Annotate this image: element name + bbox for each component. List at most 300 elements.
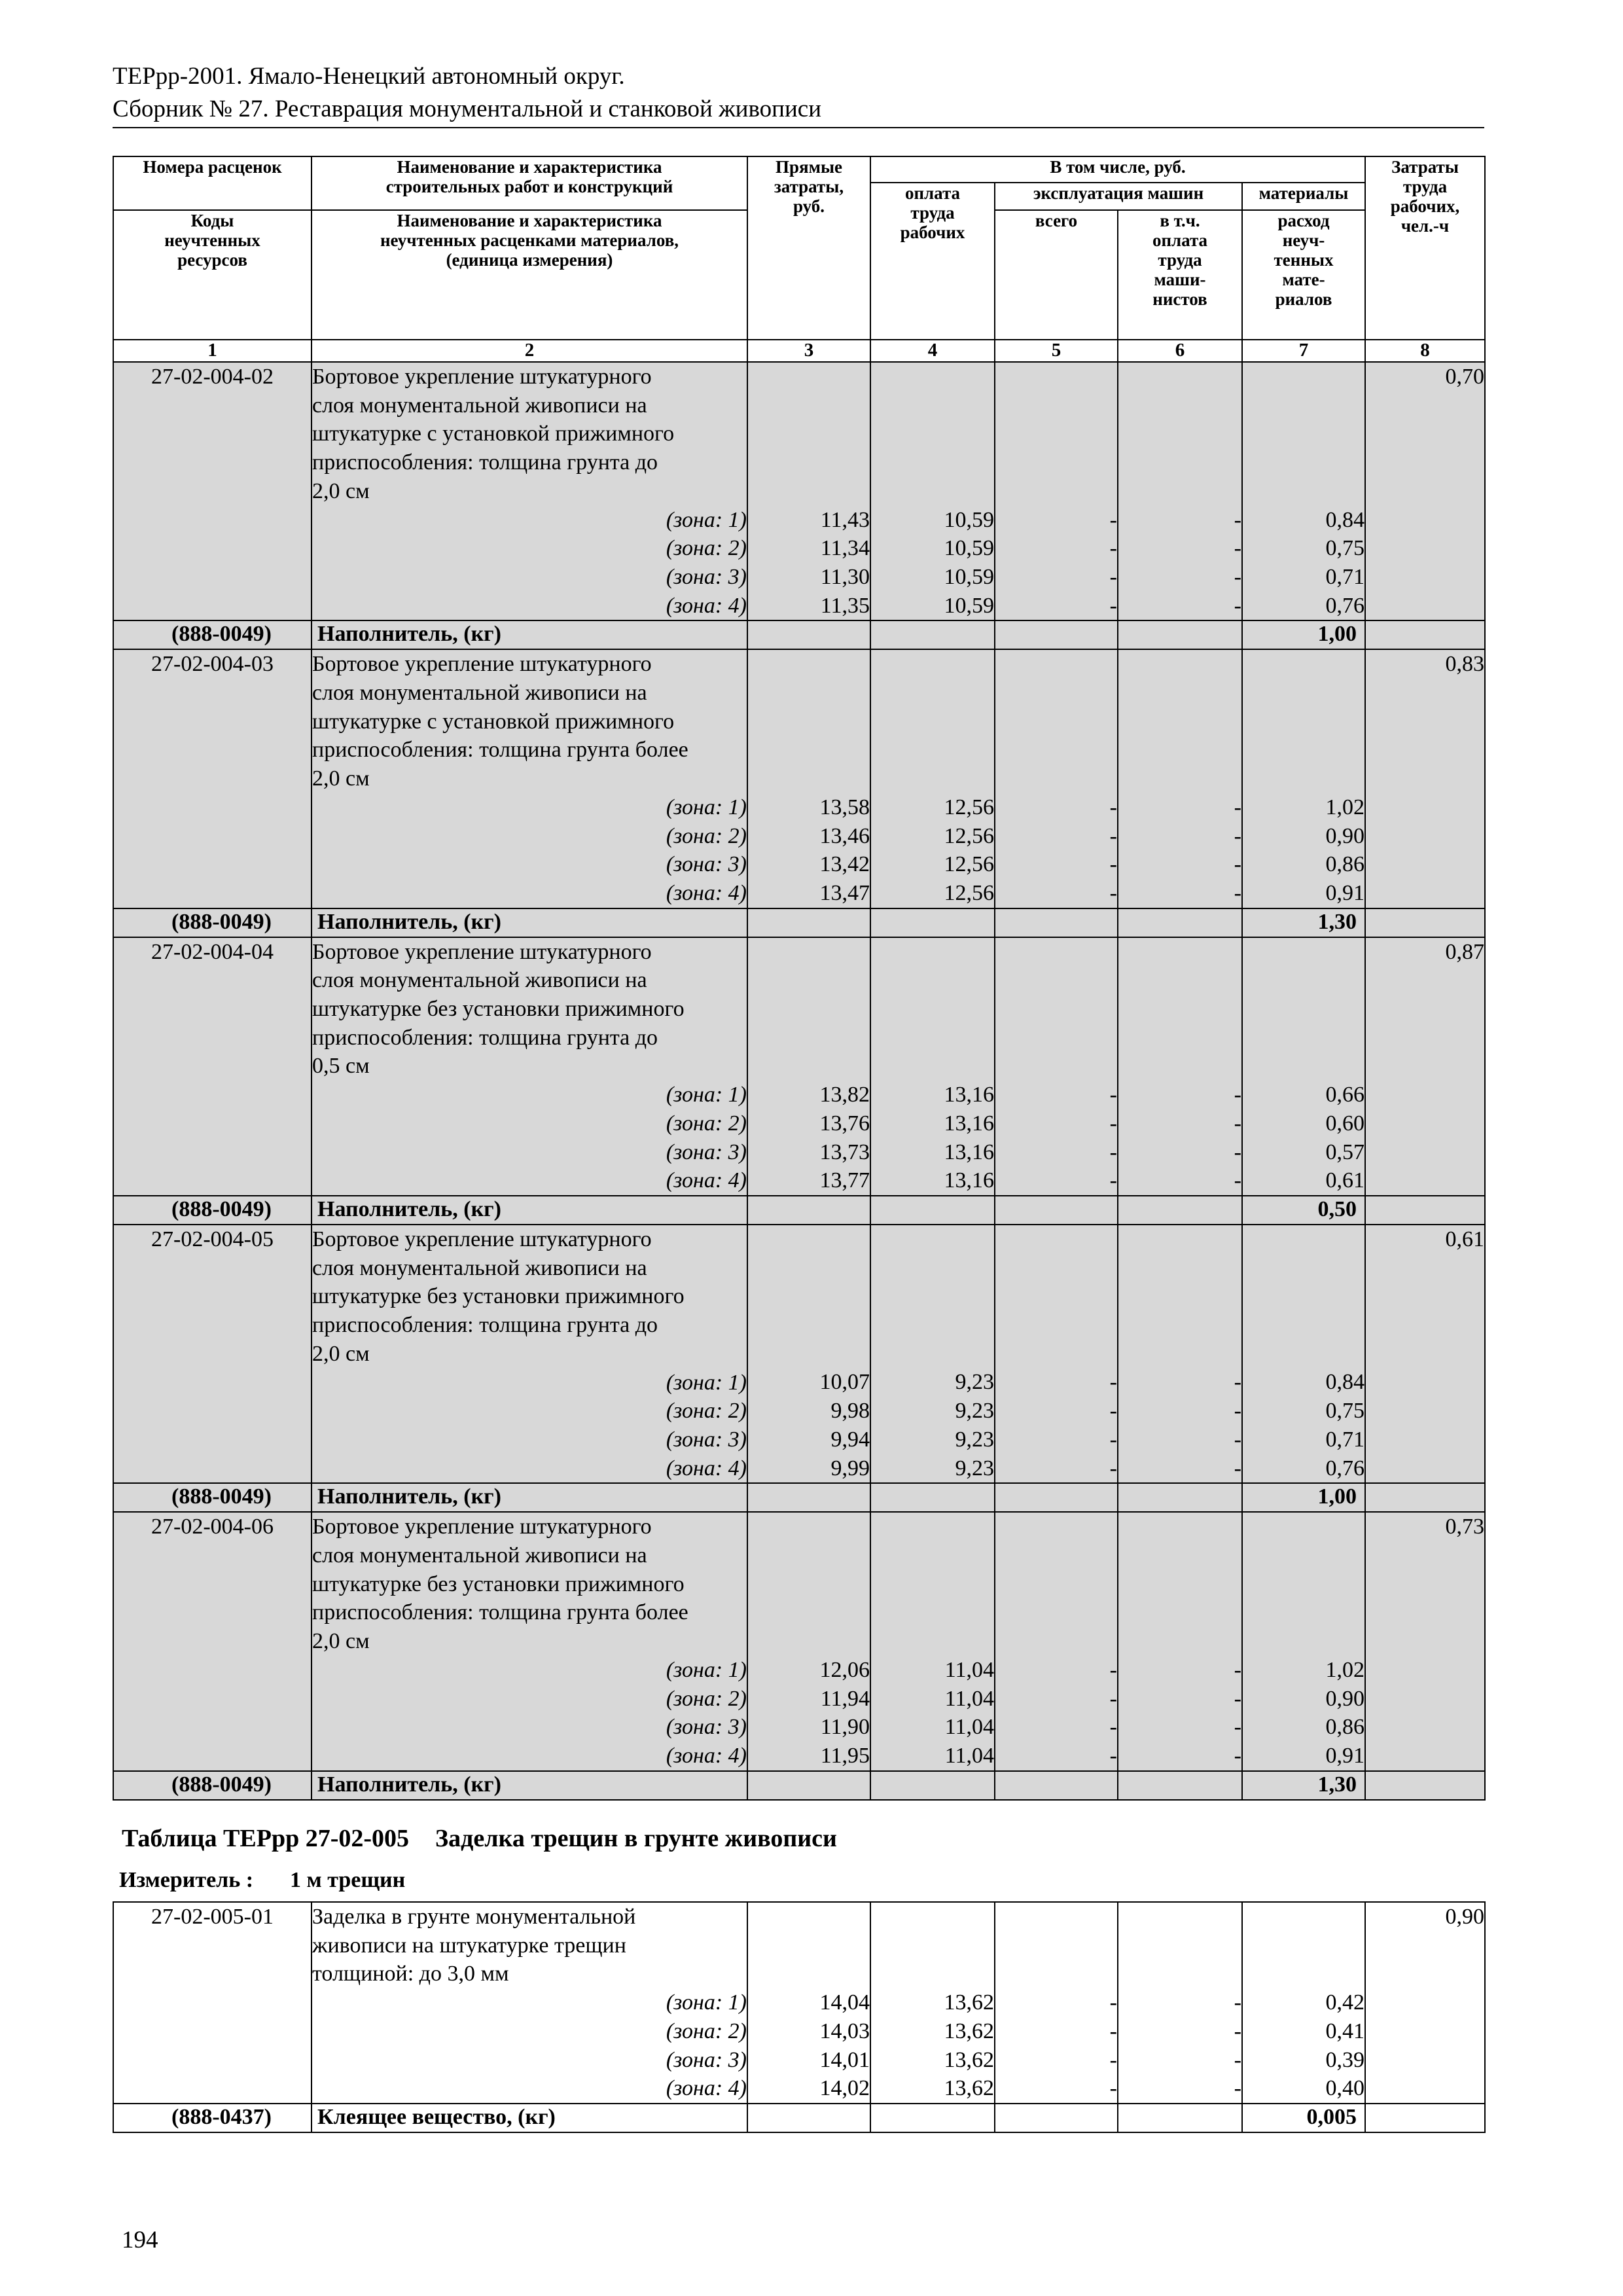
col-machinist-pay-header <box>1118 210 1242 340</box>
worker-pay-value: 10,59 <box>944 593 994 618</box>
materials-value: 0,84 <box>1325 1370 1364 1395</box>
zone-label: (зона: 3) <box>666 564 747 589</box>
description-line: Бортовое укрепление штукатурного <box>312 652 652 677</box>
direct-cost-value: 13,58 <box>819 795 870 819</box>
direct-cost-value: 11,95 <box>820 1743 870 1768</box>
worker-pay-value: 13,16 <box>944 1111 994 1136</box>
materials-value: 0,71 <box>1325 1427 1364 1452</box>
worker-pay-value: 12,56 <box>944 880 994 905</box>
header-line: Коды <box>190 211 234 230</box>
col-number: 2 <box>312 340 747 362</box>
zone-label: (зона: 1) <box>666 795 747 819</box>
machinist-pay-cell <box>1118 1225 1242 1483</box>
rate-description <box>312 649 747 908</box>
header-title: ТЕРрр-2001. Ямало-Ненецкий автономный округ. <box>113 63 625 90</box>
materials-value: 0,90 <box>1325 823 1364 848</box>
rates-table-2 <box>113 1901 1486 2133</box>
header-line: неучтенных <box>164 230 260 250</box>
rate-row <box>113 1902 1485 2104</box>
machinist-pay-value: - <box>1234 593 1241 618</box>
materials-value: 1,02 <box>1325 1657 1364 1682</box>
worker-pay-cell <box>870 1225 995 1483</box>
machinist-pay-value: - <box>1234 1399 1241 1424</box>
direct-cost-value: 9,94 <box>830 1427 870 1452</box>
table2-measure <box>119 1865 405 1895</box>
zone-label: (зона: 4) <box>666 593 747 618</box>
header-line: нистов <box>1152 289 1207 309</box>
machines-value: - <box>1109 1715 1117 1740</box>
machinist-pay-cell <box>1118 1512 1242 1770</box>
empty-cell <box>747 1771 870 1800</box>
materials-value: 0,91 <box>1325 880 1364 905</box>
machinist-pay-value: - <box>1234 1370 1241 1395</box>
direct-cost-value: 11,43 <box>820 507 870 532</box>
direct-cost-value: 13,47 <box>819 880 870 905</box>
materials-value: 0,60 <box>1325 1111 1364 1136</box>
worker-pay-cell <box>870 362 995 620</box>
header-line: Наименование и характеристика <box>397 211 662 230</box>
col-group-header: В том числе, руб. <box>870 156 1365 183</box>
header-line: Наименование и характеристика <box>397 157 662 177</box>
machines-cell <box>995 1512 1118 1770</box>
zone-label: (зона: 2) <box>666 1686 747 1711</box>
table2-name: Заделка трещин в грунте живописи <box>435 1825 837 1852</box>
material-row <box>113 620 1485 649</box>
material-qty: 1,00 <box>1242 620 1365 649</box>
worker-pay-cell <box>870 1902 995 2104</box>
worker-pay-cell <box>870 1512 995 1770</box>
empty-cell <box>870 1196 995 1225</box>
rate-description <box>312 937 747 1196</box>
rate-code: 27-02-004-03 <box>113 649 312 908</box>
col-machines-header: эксплуатация машин <box>995 183 1242 210</box>
machines-value: - <box>1109 823 1117 848</box>
worker-pay-value: 10,59 <box>944 507 994 532</box>
empty-cell <box>747 620 870 649</box>
zone-label: (зона: 1) <box>666 1990 747 2015</box>
machines-value: - <box>1109 1990 1117 2015</box>
empty-cell <box>870 1483 995 1512</box>
description-line: слоя монументальной живописи на <box>312 1543 647 1568</box>
rate-description <box>312 1512 747 1770</box>
direct-cost-value: 11,94 <box>820 1686 870 1711</box>
direct-cost-value: 14,04 <box>819 1990 870 2015</box>
header-line: неучтенных расценками материалов, <box>380 230 679 250</box>
direct-cost-value: 11,35 <box>820 593 870 618</box>
materials-value: 0,66 <box>1325 1083 1364 1107</box>
direct-cost-value: 12,06 <box>819 1657 870 1682</box>
machinist-pay-value: - <box>1234 1111 1241 1136</box>
material-code: (888-0049) <box>113 620 312 649</box>
description-line: слоя монументальной живописи на <box>312 393 647 418</box>
worker-pay-value: 9,23 <box>955 1399 994 1424</box>
machines-value: - <box>1109 2018 1117 2043</box>
empty-cell <box>995 908 1118 937</box>
empty-cell <box>1118 2104 1242 2132</box>
col-number: 4 <box>870 340 995 362</box>
empty-cell <box>747 1483 870 1512</box>
measure-label: Измеритель : <box>119 1868 254 1892</box>
labor-cell: 0,70 <box>1365 362 1485 620</box>
material-qty: 1,00 <box>1242 1483 1365 1512</box>
machines-value: - <box>1109 564 1117 589</box>
machines-cell <box>995 1225 1118 1483</box>
material-name: Наполнитель, (кг) <box>312 620 747 649</box>
rates-table-body <box>113 362 1485 1800</box>
direct-costs-cell <box>747 937 870 1196</box>
col-resource-codes-header <box>113 210 312 340</box>
worker-pay-value: 9,23 <box>955 1427 994 1452</box>
machines-value: - <box>1109 1686 1117 1711</box>
machinist-pay-value: - <box>1234 507 1241 532</box>
header-rule <box>113 127 1484 128</box>
machines-value: - <box>1109 1370 1117 1395</box>
direct-cost-value: 11,90 <box>820 1715 870 1740</box>
zone-label: (зона: 2) <box>666 1399 747 1424</box>
header-line: труда <box>910 203 955 223</box>
description-line: приспособления: толщина грунта до <box>312 1025 658 1050</box>
zone-label: (зона: 1) <box>666 1657 747 1682</box>
worker-pay-cell <box>870 937 995 1196</box>
zone-label: (зона: 2) <box>666 1111 747 1136</box>
description-line: живописи на штукатурке трещин <box>312 1933 626 1958</box>
direct-cost-value: 13,42 <box>819 852 870 877</box>
materials-value: 0,90 <box>1325 1686 1364 1711</box>
description-line: приспособления: толщина грунта до <box>312 1313 658 1338</box>
description-line: слоя монументальной живописи на <box>312 968 647 993</box>
table2-title <box>122 1822 837 1855</box>
material-code: (888-0049) <box>113 1196 312 1225</box>
header-line: (единица измерения) <box>446 250 613 270</box>
zone-label: (зона: 3) <box>666 1715 747 1740</box>
empty-cell <box>870 2104 995 2132</box>
description-line: приспособления: толщина грунта более <box>312 738 688 762</box>
description-line: слоя монументальной живописи на <box>312 1255 647 1280</box>
zone-label: (зона: 3) <box>666 1139 747 1164</box>
description-line: 2,0 см <box>312 1341 370 1366</box>
machines-value: - <box>1109 1456 1117 1480</box>
col-worker-pay-header <box>870 183 995 340</box>
header-line: труда <box>1402 177 1448 196</box>
header-line: расход <box>1277 211 1330 230</box>
header-line: маши- <box>1154 270 1206 289</box>
worker-pay-value: 13,16 <box>944 1139 994 1164</box>
empty-cell <box>870 908 995 937</box>
machinist-pay-value: - <box>1234 880 1241 905</box>
header-line: мате- <box>1282 270 1325 289</box>
machinist-pay-value: - <box>1234 536 1241 561</box>
materials-value: 0,86 <box>1325 1715 1364 1740</box>
description-line: толщиной: до 3,0 мм <box>312 1962 509 1986</box>
material-qty: 0,005 <box>1242 2104 1365 2132</box>
rate-code: 27-02-004-06 <box>113 1512 312 1770</box>
machines-cell <box>995 1902 1118 2104</box>
zone-label: (зона: 2) <box>666 536 747 561</box>
description-line: 2,0 см <box>312 478 370 503</box>
rate-code: 27-02-004-05 <box>113 1225 312 1483</box>
materials-cell <box>1242 937 1365 1196</box>
empty-cell <box>995 1196 1118 1225</box>
materials-value: 0,57 <box>1325 1139 1364 1164</box>
material-row <box>113 1196 1485 1225</box>
worker-pay-cell <box>870 649 995 908</box>
machinist-pay-value: - <box>1234 564 1241 589</box>
machinist-pay-value: - <box>1234 1990 1241 2015</box>
empty-cell <box>995 2104 1118 2132</box>
empty-cell <box>1365 1771 1485 1800</box>
direct-cost-value: 9,99 <box>830 1456 870 1480</box>
direct-cost-value: 11,30 <box>820 564 870 589</box>
description-line: приспособления: толщина грунта до <box>312 450 658 475</box>
materials-value: 0,42 <box>1325 1990 1364 2015</box>
measure-value: 1 м трещин <box>290 1868 406 1892</box>
labor-cell: 0,87 <box>1365 937 1485 1196</box>
worker-pay-value: 13,62 <box>944 2018 994 2043</box>
empty-cell <box>747 908 870 937</box>
machines-value: - <box>1109 1399 1117 1424</box>
machinist-pay-value: - <box>1234 1139 1241 1164</box>
empty-cell <box>1365 1483 1485 1512</box>
material-row <box>113 1771 1485 1800</box>
page-number: 194 <box>122 2227 158 2253</box>
description-line: приспособления: толщина грунта более <box>312 1600 688 1625</box>
empty-cell <box>1118 1196 1242 1225</box>
machines-cell <box>995 649 1118 908</box>
direct-cost-value: 14,02 <box>819 2076 870 2101</box>
col-material-consumption-header <box>1242 210 1365 340</box>
machines-value: - <box>1109 536 1117 561</box>
header-line: труда <box>1158 250 1202 270</box>
machines-value: - <box>1109 880 1117 905</box>
header-line: оплата <box>1152 230 1208 250</box>
description-line: 2,0 см <box>312 766 370 791</box>
materials-cell <box>1242 649 1365 908</box>
material-code: (888-0049) <box>113 908 312 937</box>
machinist-pay-value: - <box>1234 823 1241 848</box>
col-work-name-header <box>312 156 747 210</box>
rates-table <box>113 156 1486 1801</box>
direct-cost-value: 14,01 <box>819 2047 870 2072</box>
material-row <box>113 908 1485 937</box>
machinist-pay-value: - <box>1234 2076 1241 2101</box>
machines-value: - <box>1109 795 1117 819</box>
direct-cost-value: 9,98 <box>830 1399 870 1424</box>
material-code: (888-0049) <box>113 1483 312 1512</box>
direct-cost-value: 14,03 <box>819 2018 870 2043</box>
machinist-pay-value: - <box>1234 1686 1241 1711</box>
description-line: 0,5 см <box>312 1054 370 1079</box>
machinist-pay-value: - <box>1234 1168 1241 1193</box>
material-row <box>113 2104 1485 2132</box>
zone-label: (зона: 3) <box>666 852 747 877</box>
col-direct-costs-header <box>747 156 870 340</box>
machines-value: - <box>1109 1427 1117 1452</box>
col-number: 1 <box>113 340 312 362</box>
machinist-pay-value: - <box>1234 2018 1241 2043</box>
materials-cell <box>1242 1225 1365 1483</box>
col-labor-header <box>1365 156 1485 340</box>
worker-pay-value: 11,04 <box>944 1715 994 1740</box>
labor-cell: 0,90 <box>1365 1902 1485 2104</box>
empty-cell <box>1118 908 1242 937</box>
materials-value: 0,86 <box>1325 852 1364 877</box>
materials-value: 0,76 <box>1325 1456 1364 1480</box>
rate-code: 27-02-005-01 <box>113 1902 312 2104</box>
worker-pay-value: 13,62 <box>944 2047 994 2072</box>
material-code: (888-0437) <box>113 2104 312 2132</box>
worker-pay-value: 10,59 <box>944 536 994 561</box>
rate-description <box>312 1225 747 1483</box>
machinist-pay-cell <box>1118 649 1242 908</box>
material-name: Наполнитель, (кг) <box>312 1483 747 1512</box>
materials-value: 0,71 <box>1325 564 1364 589</box>
zone-label: (зона: 2) <box>666 823 747 848</box>
col-materials-header: материалы <box>1242 183 1365 210</box>
materials-value: 1,02 <box>1325 795 1364 819</box>
machinist-pay-value: - <box>1234 1427 1241 1452</box>
col-number: 6 <box>1118 340 1242 362</box>
machinist-pay-cell <box>1118 362 1242 620</box>
worker-pay-value: 13,16 <box>944 1168 994 1193</box>
labor-cell: 0,61 <box>1365 1225 1485 1483</box>
machinist-pay-value: - <box>1234 1657 1241 1682</box>
page-header <box>113 60 1484 128</box>
worker-pay-value: 12,56 <box>944 852 994 877</box>
machines-value: - <box>1109 1743 1117 1768</box>
material-qty: 0,50 <box>1242 1196 1365 1225</box>
direct-cost-value: 10,07 <box>819 1370 870 1395</box>
direct-cost-value: 13,73 <box>819 1139 870 1164</box>
header-line: Прямые <box>775 157 843 177</box>
zone-label: (зона: 3) <box>666 2047 747 2072</box>
zone-label: (зона: 1) <box>666 507 747 532</box>
header-collection: Сборник № 27. Реставрация монументальной и станковой живописи <box>113 96 822 122</box>
materials-value: 0,75 <box>1325 1399 1364 1424</box>
header-line: тенных <box>1274 250 1334 270</box>
header-line: в т.ч. <box>1160 211 1200 230</box>
worker-pay-value: 13,16 <box>944 1083 994 1107</box>
machines-value: - <box>1109 2076 1117 2101</box>
machinist-pay-value: - <box>1234 852 1241 877</box>
zone-label: (зона: 3) <box>666 1427 747 1452</box>
direct-cost-value: 11,34 <box>820 536 870 561</box>
zone-label: (зона: 4) <box>666 2076 747 2101</box>
col-number: 7 <box>1242 340 1365 362</box>
rate-row <box>113 649 1485 908</box>
empty-cell <box>1365 908 1485 937</box>
description-line: штукатурке с установкой прижимного <box>312 709 675 734</box>
rate-description <box>312 362 747 620</box>
empty-cell <box>1118 1771 1242 1800</box>
empty-cell <box>995 1483 1118 1512</box>
rate-row <box>113 1225 1485 1483</box>
machinist-pay-value: - <box>1234 2047 1241 2072</box>
header-line: риалов <box>1275 289 1332 309</box>
machines-value: - <box>1109 1111 1117 1136</box>
worker-pay-value: 9,23 <box>955 1456 994 1480</box>
machines-value: - <box>1109 1139 1117 1164</box>
header-line: рабочих, <box>1390 196 1460 216</box>
description-line: Бортовое укрепление штукатурного <box>312 365 652 389</box>
empty-cell <box>870 620 995 649</box>
labor-cell: 0,73 <box>1365 1512 1485 1770</box>
zone-label: (зона: 4) <box>666 1743 747 1768</box>
col-machines-total-header: всего <box>995 210 1118 340</box>
description-line: Заделка в грунте монументальной <box>312 1905 636 1929</box>
header-line: оплата <box>904 183 961 203</box>
description-line: Бортовое укрепление штукатурного <box>312 939 652 964</box>
materials-cell <box>1242 1512 1365 1770</box>
labor-cell: 0,83 <box>1365 649 1485 908</box>
material-name: Наполнитель, (кг) <box>312 1196 747 1225</box>
materials-value: 0,75 <box>1325 536 1364 561</box>
zone-label: (зона: 1) <box>666 1370 747 1395</box>
rate-row <box>113 362 1485 620</box>
empty-cell <box>747 1196 870 1225</box>
materials-value: 0,91 <box>1325 1743 1364 1768</box>
machines-value: - <box>1109 1657 1117 1682</box>
materials-value: 0,61 <box>1325 1168 1364 1193</box>
table2-number: Таблица ТЕРрр 27-02-005 <box>122 1825 410 1852</box>
worker-pay-value: 11,04 <box>944 1743 994 1768</box>
header-line: ресурсов <box>177 250 247 270</box>
direct-cost-value: 13,46 <box>819 823 870 848</box>
direct-costs-cell <box>747 1902 870 2104</box>
direct-cost-value: 13,82 <box>819 1083 870 1107</box>
direct-costs-cell <box>747 1225 870 1483</box>
machinist-pay-value: - <box>1234 1743 1241 1768</box>
direct-costs-cell <box>747 362 870 620</box>
machines-value: - <box>1109 593 1117 618</box>
description-line: штукатурке без установки прижимного <box>312 1284 685 1309</box>
machinist-pay-value: - <box>1234 1456 1241 1480</box>
description-line: штукатурке с установкой прижимного <box>312 422 675 446</box>
rate-code: 27-02-004-04 <box>113 937 312 1196</box>
rate-row <box>113 937 1485 1196</box>
description-line: Бортовое укрепление штукатурного <box>312 1515 652 1539</box>
rate-description <box>312 1902 747 2104</box>
materials-value: 0,40 <box>1325 2076 1364 2101</box>
empty-cell <box>1118 1483 1242 1512</box>
worker-pay-value: 12,56 <box>944 823 994 848</box>
header-line: руб. <box>793 196 825 216</box>
header-line: неуч- <box>1282 230 1325 250</box>
col-material-name-header <box>312 210 747 340</box>
direct-cost-value: 13,77 <box>819 1168 870 1193</box>
worker-pay-value: 11,04 <box>944 1657 994 1682</box>
empty-cell <box>1118 620 1242 649</box>
material-name: Наполнитель, (кг) <box>312 908 747 937</box>
zone-label: (зона: 2) <box>666 2018 747 2043</box>
material-code: (888-0049) <box>113 1771 312 1800</box>
material-qty: 1,30 <box>1242 908 1365 937</box>
rate-row <box>113 1512 1485 1770</box>
direct-cost-value: 13,76 <box>819 1111 870 1136</box>
machines-cell <box>995 362 1118 620</box>
worker-pay-value: 13,62 <box>944 1990 994 2015</box>
empty-cell <box>995 620 1118 649</box>
col-number: 5 <box>995 340 1118 362</box>
machines-cell <box>995 937 1118 1196</box>
worker-pay-value: 13,62 <box>944 2076 994 2101</box>
empty-cell <box>747 2104 870 2132</box>
rate-code: 27-02-004-02 <box>113 362 312 620</box>
machinist-pay-value: - <box>1234 1715 1241 1740</box>
description-line: 2,0 см <box>312 1629 370 1654</box>
material-row <box>113 1483 1485 1512</box>
materials-value: 0,41 <box>1325 2018 1364 2043</box>
direct-costs-cell <box>747 649 870 908</box>
